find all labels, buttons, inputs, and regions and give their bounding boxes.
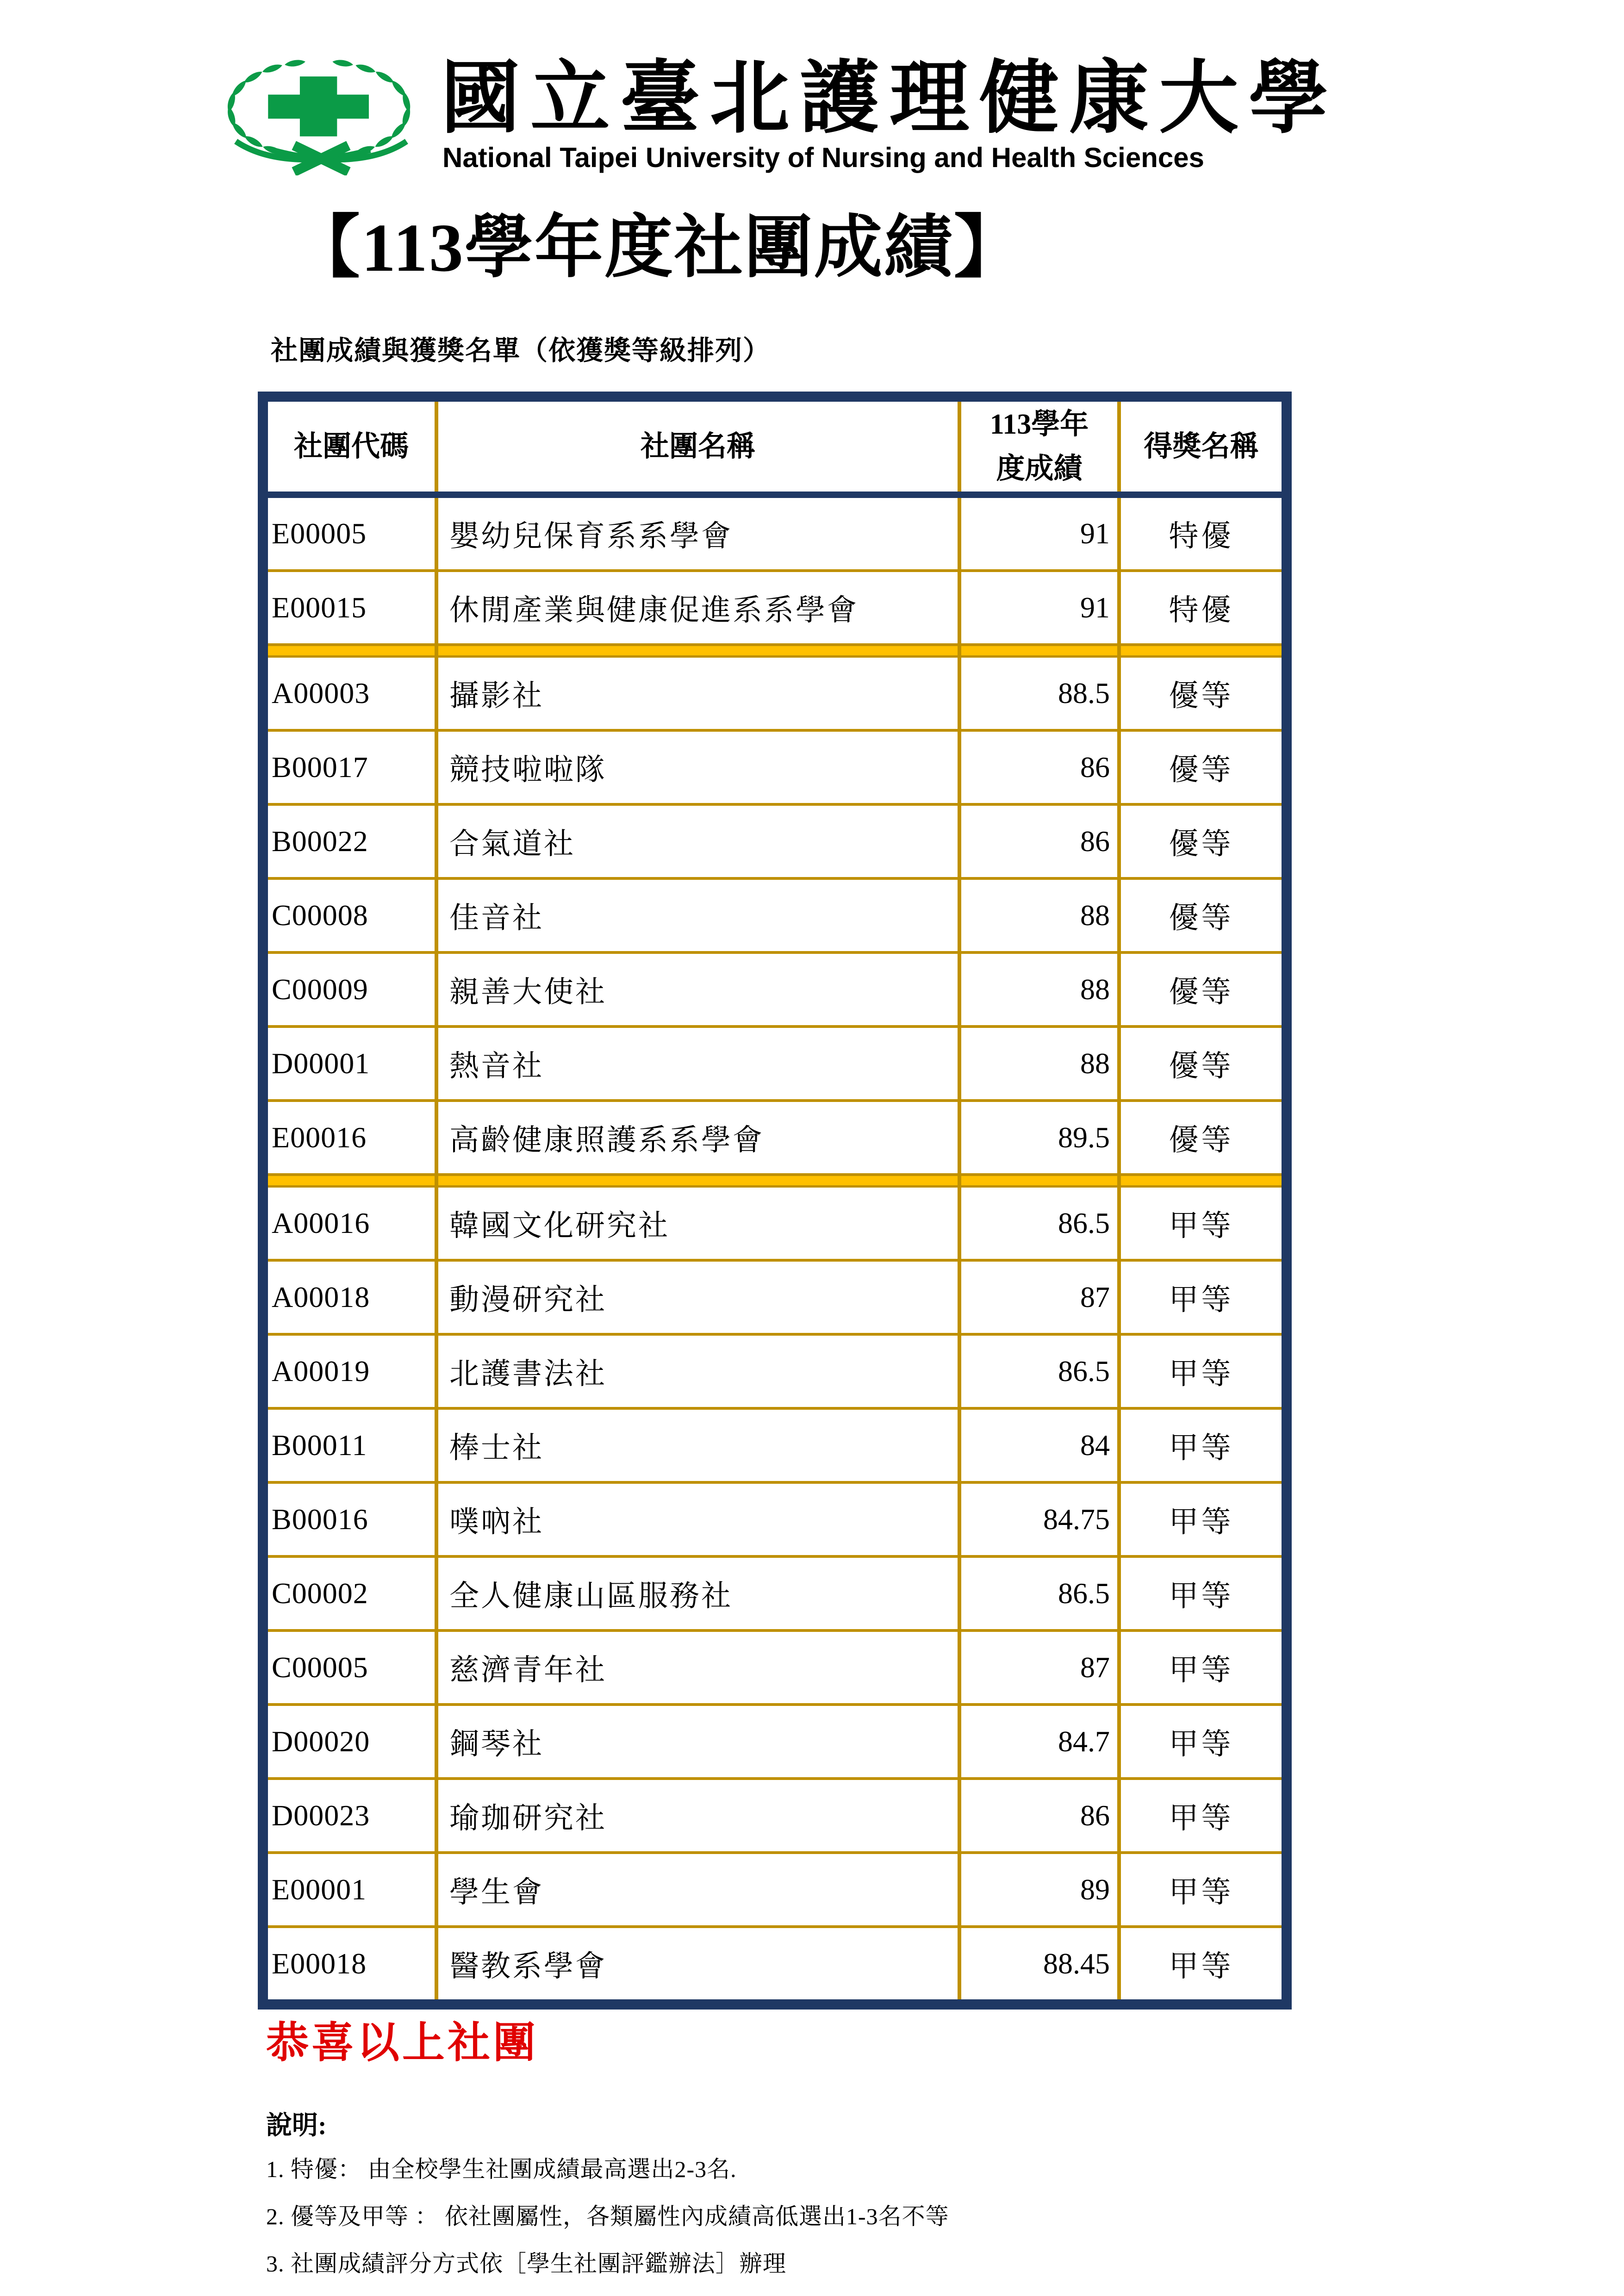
laurel-leaf [261, 62, 283, 75]
table-row [263, 1408, 1287, 1482]
club-score-table [258, 392, 1292, 2010]
laurel-leaf [243, 69, 264, 85]
cell-award: 甲等 [1119, 1927, 1287, 2004]
note-item: 2. 優等及甲等 ： 依社團屬性，各類屬性內成績高低選出1-3名不等 [266, 2203, 949, 2229]
cell-score: 87 [959, 1630, 1119, 1705]
cell-code: C00009 [263, 952, 436, 1027]
group-separator-cell [263, 1175, 436, 1187]
page-subtitle: 社團成績與獲獎名單（依獲獎等級排列） [271, 336, 771, 366]
cell-score: 88 [959, 952, 1119, 1027]
cell-name: 噗吶社 [436, 1482, 959, 1556]
cell-score: 88 [959, 1027, 1119, 1101]
table-row [263, 1705, 1287, 1779]
university-name-zh: 國立臺北護理健康大學 [441, 55, 1338, 143]
cell-code: A00019 [263, 1334, 436, 1408]
group-separator-band [263, 1175, 1287, 1187]
page-title: 【113學年度社團成績】 [292, 210, 1024, 286]
cell-award: 甲等 [1119, 1408, 1287, 1482]
cell-award: 優等 [1119, 878, 1287, 952]
table-row [263, 1779, 1287, 1853]
cell-score: 88.45 [959, 1927, 1119, 2004]
cell-name: 親善大使社 [436, 952, 959, 1027]
cell-award: 甲等 [1119, 1630, 1287, 1705]
laurel-leaf [374, 69, 396, 85]
laurel-leaf [332, 59, 354, 68]
cell-name: 合氣道社 [436, 804, 959, 878]
cell-name: 競技啦啦隊 [436, 730, 959, 804]
cell-code: A00018 [263, 1260, 436, 1334]
cell-award: 優等 [1119, 1101, 1287, 1175]
cell-code: E00018 [263, 1927, 436, 2004]
cell-award: 特優 [1119, 571, 1287, 645]
cell-score: 91 [959, 495, 1119, 571]
col-header-score-line1: 113學年 [989, 409, 1089, 440]
cell-score: 87 [959, 1260, 1119, 1334]
table-row [263, 730, 1287, 804]
cell-score: 88.5 [959, 657, 1119, 731]
cell-code: A00016 [263, 1187, 436, 1261]
cell-name: 慈濟青年社 [436, 1630, 959, 1705]
cell-award: 甲等 [1119, 1853, 1287, 1927]
cell-name: 動漫研究社 [436, 1260, 959, 1334]
university-name-en: National Taipei University of Nursing and Health Sciences [442, 142, 1204, 173]
cell-name: 佳音社 [436, 878, 959, 952]
cell-code: C00002 [263, 1556, 436, 1630]
table-header-row [263, 397, 1287, 495]
cell-code: C00005 [263, 1630, 436, 1705]
cell-score: 86.5 [959, 1334, 1119, 1408]
cell-score: 86.5 [959, 1187, 1119, 1261]
group-separator-cell [1119, 645, 1287, 657]
col-header-score-line2: 度成績 [996, 453, 1083, 485]
cell-award: 優等 [1119, 952, 1287, 1027]
cell-score: 89 [959, 1853, 1119, 1927]
cell-name: 瑜珈研究社 [436, 1779, 959, 1853]
table-row [263, 1101, 1287, 1175]
table-row [263, 1027, 1287, 1101]
cell-name: 醫教系學會 [436, 1927, 959, 2004]
cell-name: 休閒產業與健康促進系系學會 [436, 571, 959, 645]
col-header-club-code: 社團代碼 [263, 397, 436, 495]
table-row [263, 657, 1287, 731]
cell-code: B00011 [263, 1408, 436, 1482]
cell-award: 甲等 [1119, 1260, 1287, 1334]
cell-code: E00016 [263, 1101, 436, 1175]
cell-name: 北護書法社 [436, 1334, 959, 1408]
table-row [263, 878, 1287, 952]
cell-code: D00001 [263, 1027, 436, 1101]
table-row [263, 952, 1287, 1027]
cell-score: 86 [959, 804, 1119, 878]
notes-heading: 說明: [266, 2111, 327, 2140]
group-separator-cell [436, 1175, 959, 1187]
table-row [263, 1334, 1287, 1408]
laurel-leaf [284, 59, 306, 68]
cell-code: A00003 [263, 657, 436, 731]
cell-award: 甲等 [1119, 1482, 1287, 1556]
cell-name: 攝影社 [436, 657, 959, 731]
cell-name: 韓國文化研究社 [436, 1187, 959, 1261]
group-separator-cell [1119, 1175, 1287, 1187]
cell-score: 86.5 [959, 1556, 1119, 1630]
cell-award: 甲等 [1119, 1334, 1287, 1408]
group-separator-band [263, 645, 1287, 657]
notes-list [266, 2146, 1469, 2287]
cell-name: 嬰幼兒保育系系學會 [436, 495, 959, 571]
table-row [263, 1927, 1287, 2004]
cell-award: 甲等 [1119, 1556, 1287, 1630]
cell-code: D00020 [263, 1705, 436, 1779]
cell-code: D00023 [263, 1779, 436, 1853]
table-row [263, 1187, 1287, 1261]
group-separator-cell [263, 645, 436, 657]
group-separator-cell [436, 645, 959, 657]
table-row [263, 1630, 1287, 1705]
note-item: 1. 特優： 由全校學生社團成績最高選出2-3名. [266, 2156, 737, 2182]
cell-name: 棒士社 [436, 1408, 959, 1482]
laurel-leaf [355, 62, 376, 75]
cell-code: B00016 [263, 1482, 436, 1556]
cell-score: 86 [959, 730, 1119, 804]
cell-name: 學生會 [436, 1853, 959, 1927]
group-separator-cell [959, 645, 1119, 657]
table-row [263, 1556, 1287, 1630]
table-row [263, 495, 1287, 571]
col-header-score [959, 397, 1119, 495]
table-row [263, 571, 1287, 645]
col-header-award: 得獎名稱 [1119, 397, 1287, 495]
cell-score: 84.7 [959, 1705, 1119, 1779]
table-row [263, 1260, 1287, 1334]
note-item: 3. 社團成績評分方式依［學生社團評鑑辦法］辦理 [266, 2251, 786, 2277]
cell-name: 高齡健康照護系系學會 [436, 1101, 959, 1175]
cell-score: 84 [959, 1408, 1119, 1482]
cell-score: 88 [959, 878, 1119, 952]
cell-award: 優等 [1119, 730, 1287, 804]
green-cross-icon [268, 76, 369, 136]
cell-code: E00015 [263, 571, 436, 645]
cell-name: 熱音社 [436, 1027, 959, 1101]
cell-score: 91 [959, 571, 1119, 645]
cell-award: 甲等 [1119, 1705, 1287, 1779]
cell-award: 優等 [1119, 1027, 1287, 1101]
col-header-club-name: 社團名稱 [436, 397, 959, 495]
cell-score: 84.75 [959, 1482, 1119, 1556]
cell-name: 鋼琴社 [436, 1705, 959, 1779]
cell-code: C00008 [263, 878, 436, 952]
cell-code: B00017 [263, 730, 436, 804]
table-row [263, 1482, 1287, 1556]
cell-award: 優等 [1119, 657, 1287, 731]
cell-code: E00005 [263, 495, 436, 571]
cell-score: 86 [959, 1779, 1119, 1853]
cell-award: 甲等 [1119, 1187, 1287, 1261]
group-separator-cell [959, 1175, 1119, 1187]
university-logo [226, 58, 417, 175]
cell-award: 甲等 [1119, 1779, 1287, 1853]
cell-award: 特優 [1119, 495, 1287, 571]
table-row [263, 1853, 1287, 1927]
cell-code: B00022 [263, 804, 436, 878]
cell-award: 優等 [1119, 804, 1287, 878]
table-row [263, 804, 1287, 878]
cell-name: 全人健康山區服務社 [436, 1556, 959, 1630]
cell-code: E00001 [263, 1853, 436, 1927]
congrats-text: 恭喜以上社團 [266, 2019, 539, 2066]
cell-score: 89.5 [959, 1101, 1119, 1175]
